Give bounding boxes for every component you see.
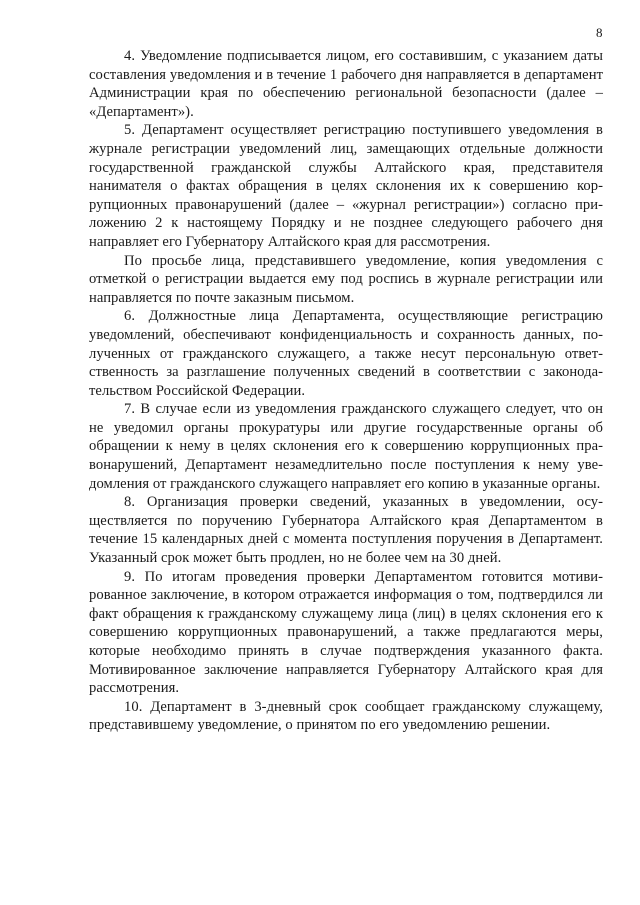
paragraph-8: 8. Организация проверки сведений, указанных в уведомлении, осуществляется по поручению Губернатора Алтайского края Департаментом в течение 15 календарных дней с момента поступления поручения в Департамент. Указанный срок может быть продлен, но не более чем на 30 дней.: [89, 494, 603, 567]
paragraph-5-copy-request: По просьбе лица, представившего уведомление, копия уведомления с отметкой о регистрации выдается ему под роспись в журнале регистрации или направляется по почте заказным письмом.: [89, 252, 603, 306]
paragraph-6: 6. Должностные лица Департамента, осуществляющие регистрацию уведомлений, обеспечивают конфиденциальность и сохранность данных, полученных от гражданского служащего, а также несут персональную ответственность за разглашение полученных сведений в соответствии с законодательством Российской Федерации.: [89, 308, 603, 399]
paragraph-9: 9. По итогам проведения проверки Департаментом готовится мотивированное заключение, в котором отражается информация о том, подтвердился ли факт обращения к гражданскому служащему лица (лиц) в целях склонения его к совершению коррупционных правонарушений, а также предлагаются меры, которые необходимо принять в случае подтверждения указанного факта. Мотивированное заключение направляется Губернатору Алтайского края для рассмотрения.: [89, 568, 603, 697]
paragraph-5: 5. Департамент осуществляет регистрацию поступившего уведомления в журнале регистрации уведомлений лиц, замещающих отдельные должности государственной гражданской службы Алтайского края, представителя нанимателя о фактах обращения в целях склонения их к совершению коррупционных правонарушений (далее – «журнал регистрации») согласно приложению 2 к настоящему Порядку и не позднее следующего рабочего дня направляет его Губернатору Алтайского края для рассмотрения.: [89, 122, 603, 250]
paragraph-7: 7. В случае если из уведомления гражданского служащего следует, что он не уведомил органы прокуратуры или другие государственные органы об обращении к нему в целях склонения его к совершению коррупционных правонарушений, Департамент незамедлительно после поступления к нему уведомления от гражданского служащего направляет его копию в указанные органы.: [89, 401, 603, 492]
paragraph-4: 4. Уведомление подписывается лицом, его составившим, с указанием даты составления уведомления и в течение 1 рабочего дня направляется в департамент Администрации края по обеспечению региональной безопасности (далее – «Департамент»).: [89, 48, 603, 120]
document-body: [89, 47, 603, 735]
paragraph-10: 10. Департамент в 3-дневный срок сообщает гражданскому служащему, представившему уведомление, о принятом по его уведомлению решении.: [89, 698, 603, 734]
page-number: 8: [596, 25, 603, 40]
